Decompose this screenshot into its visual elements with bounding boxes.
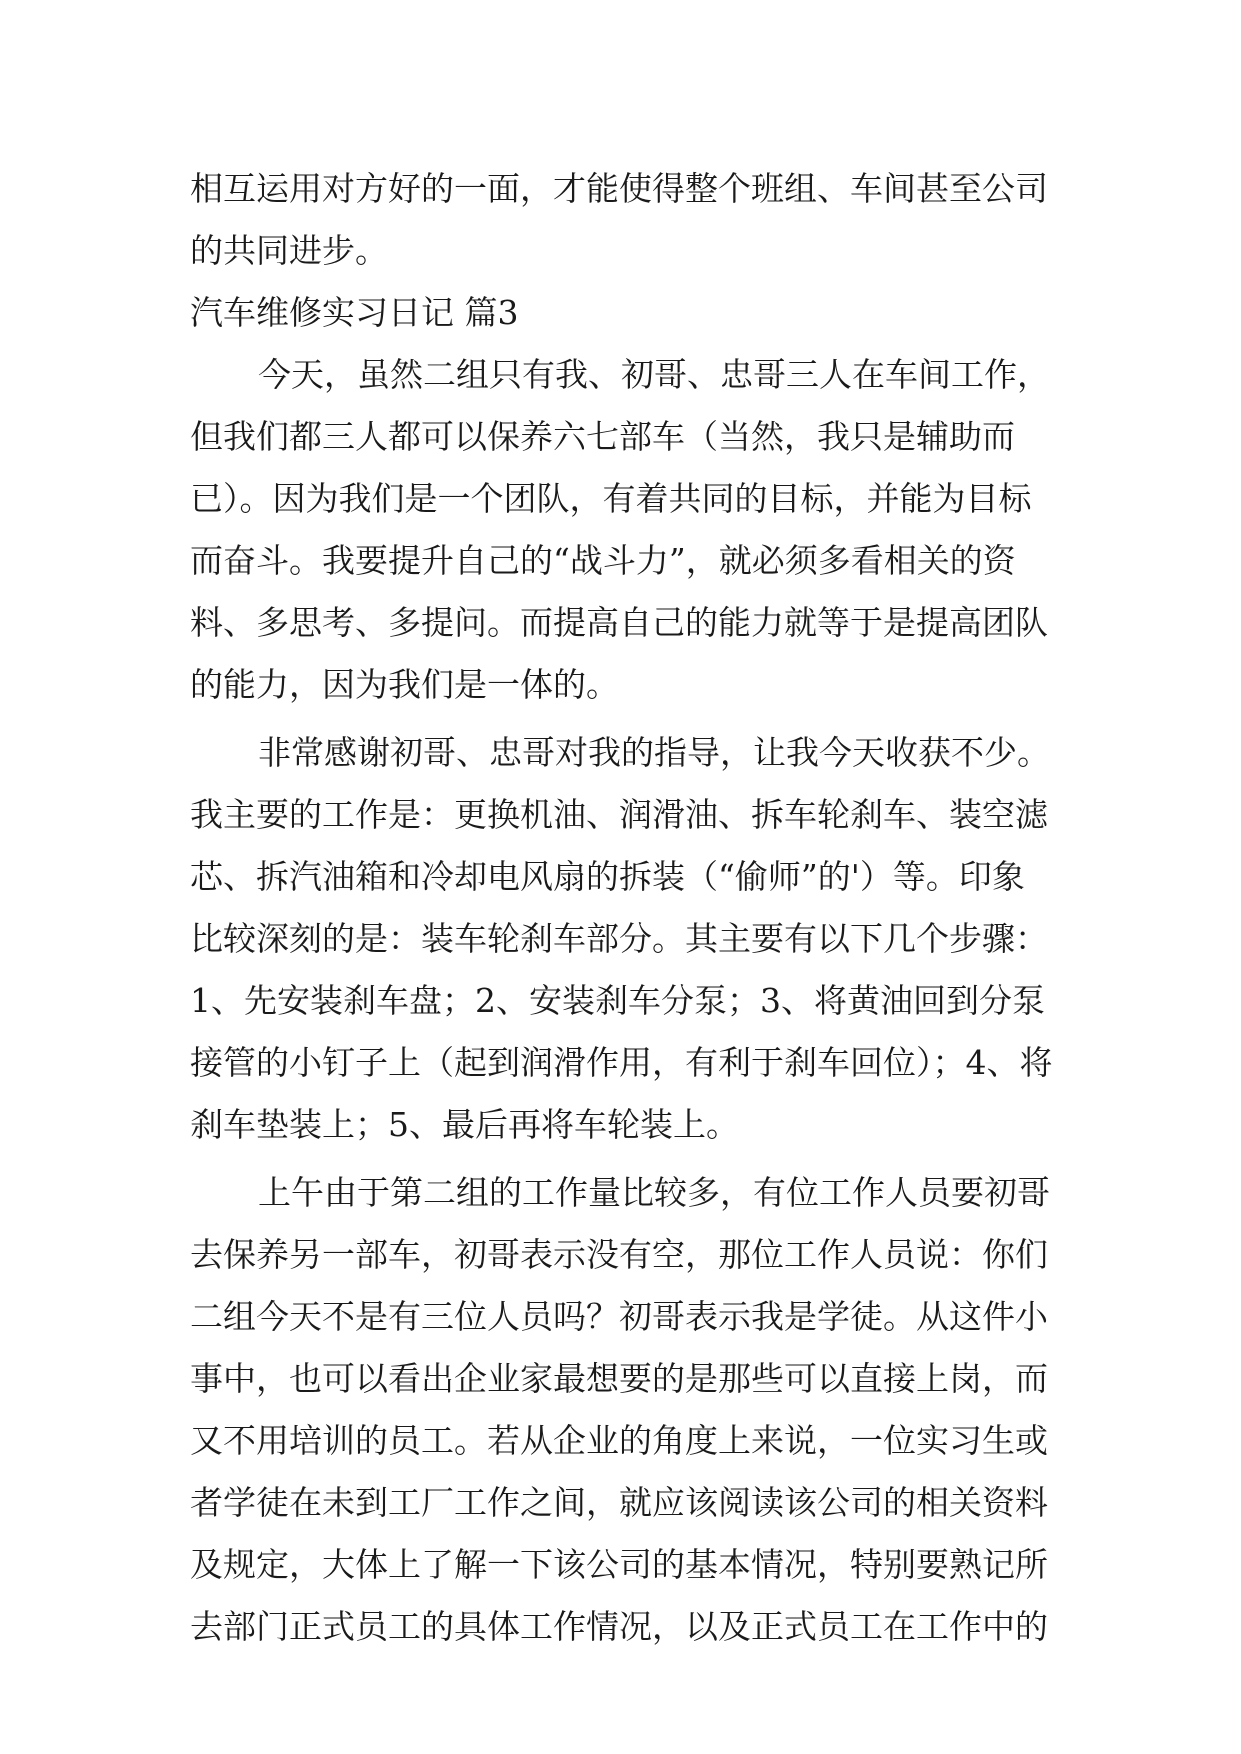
text-line: 的共同进步。 bbox=[190, 231, 388, 270]
text-line: 今天，虽然二组只有我、初哥、忠哥三人在车间工作， bbox=[258, 355, 1050, 394]
text-line: 的能力，因为我们是一体的。 bbox=[190, 665, 619, 704]
document-body bbox=[190, 158, 1060, 1658]
text-line: 已）。因为我们是一个团队，有着共同的目标，并能为目标 bbox=[190, 479, 1032, 518]
section-heading: 汽车维修实习日记 篇3 bbox=[190, 293, 519, 332]
text-line: 1、先安装刹车盘；2、安装刹车分泵；3、将黄油回到分泵 bbox=[190, 981, 1045, 1020]
paragraph-1 bbox=[190, 344, 1060, 716]
text-line: 二组今天不是有三位人员吗？初哥表示我是学徒。从这件小 bbox=[190, 1297, 1048, 1336]
text-line: 料、多思考、多提问。而提高自己的能力就等于是提高团队 bbox=[190, 603, 1048, 642]
text-line: 去保养另一部车，初哥表示没有空，那位工作人员说：你们 bbox=[190, 1235, 1048, 1274]
text-line: 比较深刻的是：装车轮刹车部分。其主要有以下几个步骤： bbox=[190, 919, 1048, 958]
text-line: 接管的小钉子上（起到润滑作用，有利于刹车回位）；4、将 bbox=[190, 1043, 1053, 1082]
text-line: 相互运用对方好的一面，才能使得整个班组、车间甚至公司 bbox=[190, 169, 1048, 208]
text-line: 及规定，大体上了解一下该公司的基本情况，特别要熟记所 bbox=[190, 1545, 1048, 1584]
text-line: 者学徒在未到工厂工作之间，就应该阅读该公司的相关资料 bbox=[190, 1483, 1048, 1522]
text-line: 芯、拆汽油箱和冷却电风扇的拆装（“偷师”的'）等。印象 bbox=[190, 857, 1025, 896]
text-line: 我主要的工作是：更换机油、润滑油、拆车轮刹车、装空滤 bbox=[190, 795, 1048, 834]
text-line: 又不用培训的员工。若从企业的角度上来说，一位实习生或 bbox=[190, 1421, 1048, 1460]
text-line: 上午由于第二组的工作量比较多，有位工作人员要初哥 bbox=[258, 1173, 1050, 1212]
text-line: 去部门正式员工的具体工作情况，以及正式员工在工作中的 bbox=[190, 1607, 1048, 1646]
text-line: 事中，也可以看出企业家最想要的是那些可以直接上岗，而 bbox=[190, 1359, 1048, 1398]
paragraph-3 bbox=[190, 1162, 1060, 1658]
text-line: 而奋斗。我要提升自己的“战斗力”，就必须多看相关的资 bbox=[190, 541, 1016, 580]
text-line: 但我们都三人都可以保养六七部车（当然，我只是辅助而 bbox=[190, 417, 1015, 456]
text-line: 刹车垫装上；5、最后再将车轮装上。 bbox=[190, 1105, 739, 1144]
paragraph-2 bbox=[190, 722, 1060, 1156]
text-line: 非常感谢初哥、忠哥对我的指导，让我今天收获不少。 bbox=[258, 733, 1050, 772]
